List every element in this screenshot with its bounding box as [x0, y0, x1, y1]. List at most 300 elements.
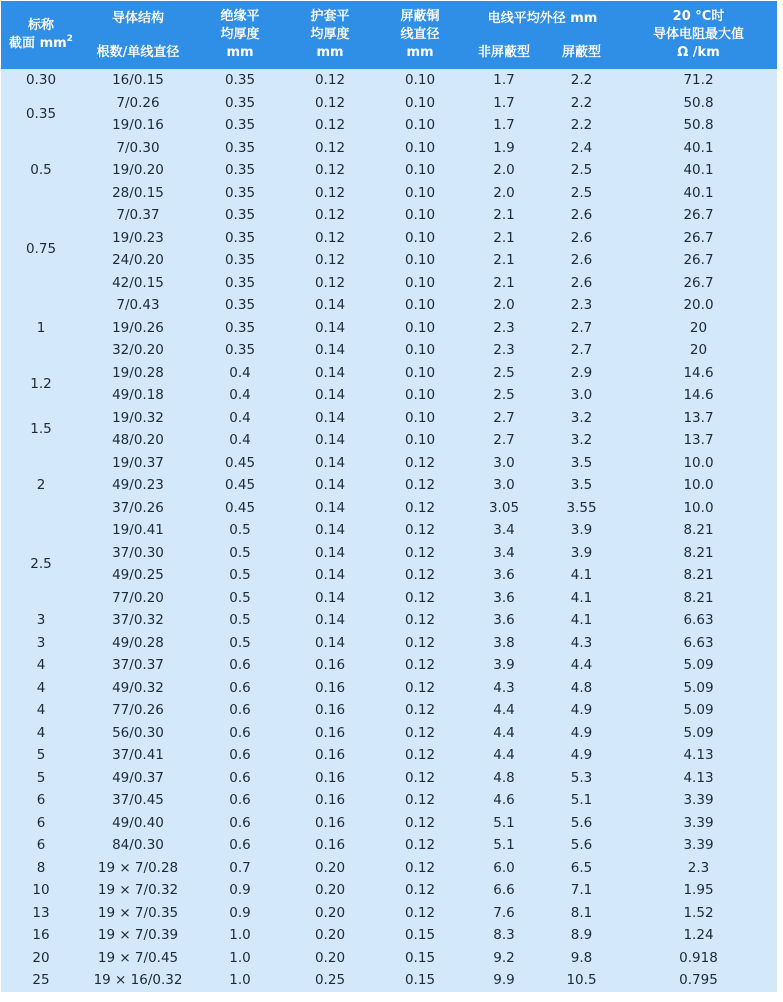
cell-od-unshielded: 9.9	[465, 969, 543, 992]
cell-resistance: 20.0	[620, 294, 777, 317]
cell-od-unshielded: 2.3	[465, 339, 543, 362]
cell-resistance: 40.1	[620, 159, 777, 182]
cell-od-shielded: 4.9	[543, 699, 620, 722]
cell-insulation: 0.35	[195, 114, 285, 137]
header-shield-line1: 屏蔽铜	[400, 9, 440, 24]
cell-insulation: 0.5	[195, 564, 285, 587]
cell-conductor: 7/0.37	[81, 204, 195, 227]
cell-conductor: 28/0.15	[81, 182, 195, 205]
cell-od-unshielded: 2.5	[465, 362, 543, 385]
cell-od-shielded: 3.5	[543, 452, 620, 475]
cell-resistance: 10.0	[620, 474, 777, 497]
cell-nominal-area: 1	[1, 294, 81, 362]
cell-insulation: 0.35	[195, 294, 285, 317]
header-shield-line2: 线直径	[400, 27, 440, 42]
cell-shield: 0.10	[375, 182, 465, 205]
cell-sheath: 0.25	[285, 969, 375, 992]
header-nominal-area	[1, 1, 81, 69]
table-row	[1, 497, 777, 520]
cell-resistance: 10.0	[620, 497, 777, 520]
cell-resistance: 1.52	[620, 902, 777, 925]
cell-shield: 0.12	[375, 587, 465, 610]
header-shield-diameter	[375, 1, 465, 69]
cell-resistance: 1.24	[620, 924, 777, 947]
cell-shield: 0.10	[375, 294, 465, 317]
cell-insulation: 0.4	[195, 384, 285, 407]
cell-conductor: 77/0.26	[81, 699, 195, 722]
cell-od-shielded: 2.2	[543, 69, 620, 92]
table-row	[1, 609, 777, 632]
cell-sheath: 0.12	[285, 137, 375, 160]
cell-sheath: 0.14	[285, 564, 375, 587]
cell-od-shielded: 3.9	[543, 542, 620, 565]
cell-conductor: 19 × 7/0.39	[81, 924, 195, 947]
cell-nominal-area: 4	[1, 654, 81, 677]
cell-shield: 0.10	[375, 429, 465, 452]
cell-nominal-area: 2	[1, 452, 81, 520]
cell-od-shielded: 3.2	[543, 407, 620, 430]
cell-resistance: 26.7	[620, 227, 777, 250]
table-row	[1, 767, 777, 790]
cell-resistance: 71.2	[620, 69, 777, 92]
cell-od-shielded: 3.2	[543, 429, 620, 452]
cell-shield: 0.12	[375, 812, 465, 835]
cell-od-shielded: 8.9	[543, 924, 620, 947]
cell-od-unshielded: 2.7	[465, 429, 543, 452]
table-row	[1, 699, 777, 722]
cell-od-unshielded: 4.8	[465, 767, 543, 790]
cell-od-shielded: 5.3	[543, 767, 620, 790]
cell-od-unshielded: 7.6	[465, 902, 543, 925]
cell-conductor: 37/0.32	[81, 609, 195, 632]
cell-od-unshielded: 3.4	[465, 519, 543, 542]
cell-shield: 0.10	[375, 249, 465, 272]
cell-resistance: 5.09	[620, 654, 777, 677]
cell-nominal-area: 16	[1, 924, 81, 947]
cell-conductor: 19/0.32	[81, 407, 195, 430]
cell-resistance: 8.21	[620, 542, 777, 565]
cell-conductor: 56/0.30	[81, 722, 195, 745]
cell-resistance: 13.7	[620, 429, 777, 452]
cell-nominal-area: 1.2	[1, 362, 81, 407]
cell-nominal-area: 0.35	[1, 92, 81, 137]
cell-conductor: 19/0.28	[81, 362, 195, 385]
cell-nominal-area: 13	[1, 902, 81, 925]
table-row	[1, 204, 777, 227]
cell-conductor: 77/0.20	[81, 587, 195, 610]
cell-nominal-area: 0.30	[1, 69, 81, 92]
cell-od-shielded: 3.55	[543, 497, 620, 520]
header-insulation-unit: mm	[226, 45, 254, 60]
cell-resistance: 40.1	[620, 182, 777, 205]
cell-shield: 0.12	[375, 519, 465, 542]
cell-insulation: 0.4	[195, 362, 285, 385]
cell-nominal-area: 2.5	[1, 519, 81, 609]
cell-od-shielded: 4.1	[543, 564, 620, 587]
cell-od-unshielded: 3.0	[465, 452, 543, 475]
cell-od-shielded: 3.5	[543, 474, 620, 497]
header-outer-diameter: 电线平均外径 mm	[465, 1, 620, 37]
cell-nominal-area: 1.5	[1, 407, 81, 452]
table-row	[1, 182, 777, 205]
cell-conductor: 49/0.28	[81, 632, 195, 655]
cell-od-shielded: 9.8	[543, 947, 620, 970]
cell-conductor: 16/0.15	[81, 69, 195, 92]
cell-nominal-area: 0.75	[1, 204, 81, 294]
cell-nominal-area: 10	[1, 879, 81, 902]
cell-insulation: 0.45	[195, 474, 285, 497]
cell-resistance: 40.1	[620, 137, 777, 160]
cell-insulation: 0.4	[195, 429, 285, 452]
cell-sheath: 0.14	[285, 429, 375, 452]
cell-shield: 0.10	[375, 69, 465, 92]
cell-resistance: 8.21	[620, 519, 777, 542]
cell-resistance: 6.63	[620, 609, 777, 632]
cell-insulation: 1.0	[195, 924, 285, 947]
header-resistance	[620, 1, 777, 69]
table-row	[1, 924, 777, 947]
cell-conductor: 7/0.43	[81, 294, 195, 317]
cell-resistance: 50.8	[620, 92, 777, 115]
cell-insulation: 0.45	[195, 497, 285, 520]
cell-insulation: 0.9	[195, 879, 285, 902]
cell-shield: 0.10	[375, 227, 465, 250]
cell-insulation: 0.7	[195, 857, 285, 880]
cell-shield: 0.12	[375, 542, 465, 565]
header-conductor: 导体结构	[81, 1, 195, 37]
cell-conductor: 19 × 7/0.35	[81, 902, 195, 925]
header-sheath-line2: 均厚度	[310, 27, 350, 42]
cell-insulation: 0.6	[195, 767, 285, 790]
cell-od-shielded: 4.9	[543, 722, 620, 745]
cell-conductor: 37/0.37	[81, 654, 195, 677]
cell-insulation: 0.6	[195, 744, 285, 767]
cell-resistance: 13.7	[620, 407, 777, 430]
cell-od-shielded: 5.1	[543, 789, 620, 812]
cell-resistance: 26.7	[620, 204, 777, 227]
cell-od-unshielded: 4.6	[465, 789, 543, 812]
cell-od-unshielded: 2.0	[465, 182, 543, 205]
cell-sheath: 0.12	[285, 92, 375, 115]
cell-resistance: 2.3	[620, 857, 777, 880]
cell-od-shielded: 2.7	[543, 339, 620, 362]
table-row	[1, 317, 777, 340]
cell-insulation: 0.35	[195, 182, 285, 205]
cell-resistance: 5.09	[620, 699, 777, 722]
cell-shield: 0.10	[375, 114, 465, 137]
cell-insulation: 0.6	[195, 654, 285, 677]
cell-insulation: 0.35	[195, 317, 285, 340]
cell-shield: 0.10	[375, 384, 465, 407]
table-row	[1, 249, 777, 272]
cell-od-shielded: 3.9	[543, 519, 620, 542]
cell-conductor: 49/0.32	[81, 677, 195, 700]
table-row	[1, 879, 777, 902]
cell-conductor: 19/0.37	[81, 452, 195, 475]
header-nominal-area-sup: 2	[66, 34, 73, 44]
cell-conductor: 19/0.23	[81, 227, 195, 250]
cell-nominal-area: 6	[1, 834, 81, 857]
cell-sheath: 0.16	[285, 677, 375, 700]
cell-od-shielded: 2.2	[543, 92, 620, 115]
cell-sheath: 0.16	[285, 699, 375, 722]
cell-od-unshielded: 4.4	[465, 744, 543, 767]
cell-od-shielded: 2.5	[543, 159, 620, 182]
table-row	[1, 902, 777, 925]
cell-od-unshielded: 3.6	[465, 564, 543, 587]
table-row	[1, 339, 777, 362]
header-nominal-area-line2: 截面 mm	[9, 36, 67, 51]
cell-conductor: 19/0.20	[81, 159, 195, 182]
table-row	[1, 632, 777, 655]
table-row	[1, 677, 777, 700]
table-row	[1, 857, 777, 880]
cell-od-unshielded: 5.1	[465, 834, 543, 857]
cell-shield: 0.12	[375, 767, 465, 790]
cell-resistance: 0.795	[620, 969, 777, 992]
cell-sheath: 0.14	[285, 339, 375, 362]
cell-shield: 0.12	[375, 654, 465, 677]
table-row	[1, 789, 777, 812]
cable-spec-table	[1, 1, 777, 992]
cell-od-unshielded: 1.7	[465, 114, 543, 137]
cell-insulation: 0.45	[195, 452, 285, 475]
table-row	[1, 294, 777, 317]
cell-shield: 0.12	[375, 879, 465, 902]
cell-od-shielded: 2.6	[543, 272, 620, 295]
cell-od-shielded: 5.6	[543, 834, 620, 857]
cell-shield: 0.15	[375, 969, 465, 992]
cell-sheath: 0.14	[285, 632, 375, 655]
cell-insulation: 0.35	[195, 249, 285, 272]
cell-insulation: 0.5	[195, 609, 285, 632]
cell-conductor: 49/0.40	[81, 812, 195, 835]
cell-od-unshielded: 2.3	[465, 317, 543, 340]
cell-od-shielded: 3.0	[543, 384, 620, 407]
cell-sheath: 0.16	[285, 834, 375, 857]
cell-od-unshielded: 4.4	[465, 722, 543, 745]
cell-resistance: 8.21	[620, 587, 777, 610]
table-row	[1, 362, 777, 385]
cell-shield: 0.10	[375, 362, 465, 385]
cell-od-unshielded: 6.6	[465, 879, 543, 902]
cell-od-unshielded: 5.1	[465, 812, 543, 835]
cell-conductor: 42/0.15	[81, 272, 195, 295]
cell-od-unshielded: 1.7	[465, 92, 543, 115]
cell-shield: 0.10	[375, 272, 465, 295]
cell-conductor: 19/0.26	[81, 317, 195, 340]
cell-nominal-area: 4	[1, 699, 81, 722]
cell-sheath: 0.16	[285, 789, 375, 812]
header-od-shielded: 屏蔽型	[543, 37, 620, 69]
cell-shield: 0.10	[375, 204, 465, 227]
cell-nominal-area: 20	[1, 947, 81, 970]
cell-sheath: 0.12	[285, 249, 375, 272]
cell-od-unshielded: 2.1	[465, 227, 543, 250]
header-od-unshielded: 非屏蔽型	[465, 37, 543, 69]
cell-sheath: 0.12	[285, 159, 375, 182]
cell-shield: 0.12	[375, 902, 465, 925]
cell-conductor: 37/0.45	[81, 789, 195, 812]
table-row	[1, 654, 777, 677]
cell-od-unshielded: 8.3	[465, 924, 543, 947]
cell-od-unshielded: 1.7	[465, 69, 543, 92]
cell-sheath: 0.12	[285, 69, 375, 92]
cell-conductor: 19 × 7/0.45	[81, 947, 195, 970]
cell-shield: 0.12	[375, 497, 465, 520]
cell-od-shielded: 2.6	[543, 227, 620, 250]
cell-resistance: 20	[620, 339, 777, 362]
cell-od-shielded: 2.4	[543, 137, 620, 160]
cell-od-unshielded: 2.1	[465, 249, 543, 272]
table-row	[1, 114, 777, 137]
cell-od-unshielded: 3.0	[465, 474, 543, 497]
cell-sheath: 0.14	[285, 362, 375, 385]
cell-sheath: 0.14	[285, 609, 375, 632]
cell-nominal-area: 6	[1, 812, 81, 835]
cell-insulation: 0.35	[195, 69, 285, 92]
cell-nominal-area: 6	[1, 789, 81, 812]
cell-od-shielded: 2.6	[543, 204, 620, 227]
cell-od-shielded: 4.1	[543, 587, 620, 610]
cell-insulation: 0.6	[195, 789, 285, 812]
table-row	[1, 564, 777, 587]
cell-resistance: 26.7	[620, 249, 777, 272]
cell-od-unshielded: 2.0	[465, 294, 543, 317]
cell-od-shielded: 2.5	[543, 182, 620, 205]
cell-od-unshielded: 4.3	[465, 677, 543, 700]
cell-resistance: 3.39	[620, 834, 777, 857]
cell-resistance: 1.95	[620, 879, 777, 902]
cell-sheath: 0.20	[285, 902, 375, 925]
table-row	[1, 429, 777, 452]
cell-shield: 0.12	[375, 609, 465, 632]
cell-od-shielded: 4.3	[543, 632, 620, 655]
cell-nominal-area: 25	[1, 969, 81, 992]
cell-conductor: 19/0.16	[81, 114, 195, 137]
table-body	[1, 69, 777, 992]
cell-insulation: 0.35	[195, 204, 285, 227]
header-sheath-unit: mm	[316, 45, 344, 60]
cell-shield: 0.12	[375, 789, 465, 812]
cell-od-unshielded: 2.0	[465, 159, 543, 182]
cell-conductor: 48/0.20	[81, 429, 195, 452]
cell-sheath: 0.14	[285, 294, 375, 317]
cell-sheath: 0.14	[285, 452, 375, 475]
cell-od-unshielded: 6.0	[465, 857, 543, 880]
cell-shield: 0.12	[375, 632, 465, 655]
table-row	[1, 384, 777, 407]
table-row	[1, 159, 777, 182]
cell-conductor: 19 × 7/0.28	[81, 857, 195, 880]
cell-shield: 0.10	[375, 317, 465, 340]
cell-shield: 0.12	[375, 834, 465, 857]
cell-nominal-area: 3	[1, 609, 81, 632]
cell-insulation: 0.5	[195, 519, 285, 542]
cell-shield: 0.12	[375, 744, 465, 767]
cell-resistance: 3.39	[620, 789, 777, 812]
cell-conductor: 49/0.37	[81, 767, 195, 790]
header-sheath-thickness	[285, 1, 375, 69]
cell-shield: 0.10	[375, 159, 465, 182]
cell-conductor: 24/0.20	[81, 249, 195, 272]
cell-insulation: 0.5	[195, 632, 285, 655]
cell-od-unshielded: 3.9	[465, 654, 543, 677]
header-resistance-unit: Ω /km	[677, 45, 720, 60]
table-row	[1, 947, 777, 970]
cell-shield: 0.12	[375, 699, 465, 722]
cell-conductor: 49/0.18	[81, 384, 195, 407]
cell-nominal-area: 5	[1, 767, 81, 790]
cell-sheath: 0.14	[285, 407, 375, 430]
cell-resistance: 20	[620, 317, 777, 340]
table-row	[1, 542, 777, 565]
cell-resistance: 4.13	[620, 744, 777, 767]
cell-od-shielded: 4.9	[543, 744, 620, 767]
cell-od-unshielded: 3.8	[465, 632, 543, 655]
cell-od-shielded: 7.1	[543, 879, 620, 902]
cell-sheath: 0.16	[285, 812, 375, 835]
cell-od-shielded: 2.7	[543, 317, 620, 340]
cell-shield: 0.12	[375, 722, 465, 745]
cell-shield: 0.12	[375, 857, 465, 880]
cell-od-shielded: 2.6	[543, 249, 620, 272]
header-sheath-line1: 护套平	[310, 9, 350, 24]
cell-conductor: 19 × 16/0.32	[81, 969, 195, 992]
cell-od-unshielded: 3.4	[465, 542, 543, 565]
table-row	[1, 452, 777, 475]
cell-insulation: 0.35	[195, 92, 285, 115]
cell-shield: 0.12	[375, 452, 465, 475]
cell-sheath: 0.14	[285, 474, 375, 497]
cell-shield: 0.12	[375, 677, 465, 700]
cell-sheath: 0.16	[285, 767, 375, 790]
cell-sheath: 0.14	[285, 519, 375, 542]
cell-od-shielded: 4.8	[543, 677, 620, 700]
cell-od-shielded: 8.1	[543, 902, 620, 925]
cell-insulation: 0.6	[195, 812, 285, 835]
cell-shield: 0.10	[375, 407, 465, 430]
table-header	[1, 1, 777, 69]
table-row	[1, 272, 777, 295]
cell-resistance: 14.6	[620, 362, 777, 385]
cell-shield: 0.10	[375, 92, 465, 115]
cell-conductor: 7/0.26	[81, 92, 195, 115]
cell-shield: 0.12	[375, 474, 465, 497]
table-row	[1, 92, 777, 115]
table-row	[1, 722, 777, 745]
cell-shield: 0.10	[375, 137, 465, 160]
cell-insulation: 0.35	[195, 137, 285, 160]
cell-sheath: 0.20	[285, 924, 375, 947]
cell-nominal-area: 8	[1, 857, 81, 880]
cell-resistance: 8.21	[620, 564, 777, 587]
cell-sheath: 0.12	[285, 114, 375, 137]
cell-sheath: 0.14	[285, 317, 375, 340]
cell-resistance: 3.39	[620, 812, 777, 835]
cell-insulation: 0.6	[195, 677, 285, 700]
cell-insulation: 0.5	[195, 542, 285, 565]
cell-insulation: 0.6	[195, 834, 285, 857]
cell-sheath: 0.12	[285, 227, 375, 250]
cable-spec-table-container	[1, 1, 777, 992]
cell-od-unshielded: 9.2	[465, 947, 543, 970]
table-row	[1, 834, 777, 857]
cell-resistance: 4.13	[620, 767, 777, 790]
table-row	[1, 227, 777, 250]
cell-sheath: 0.14	[285, 542, 375, 565]
header-insulation-line1: 绝缘平	[220, 9, 260, 24]
